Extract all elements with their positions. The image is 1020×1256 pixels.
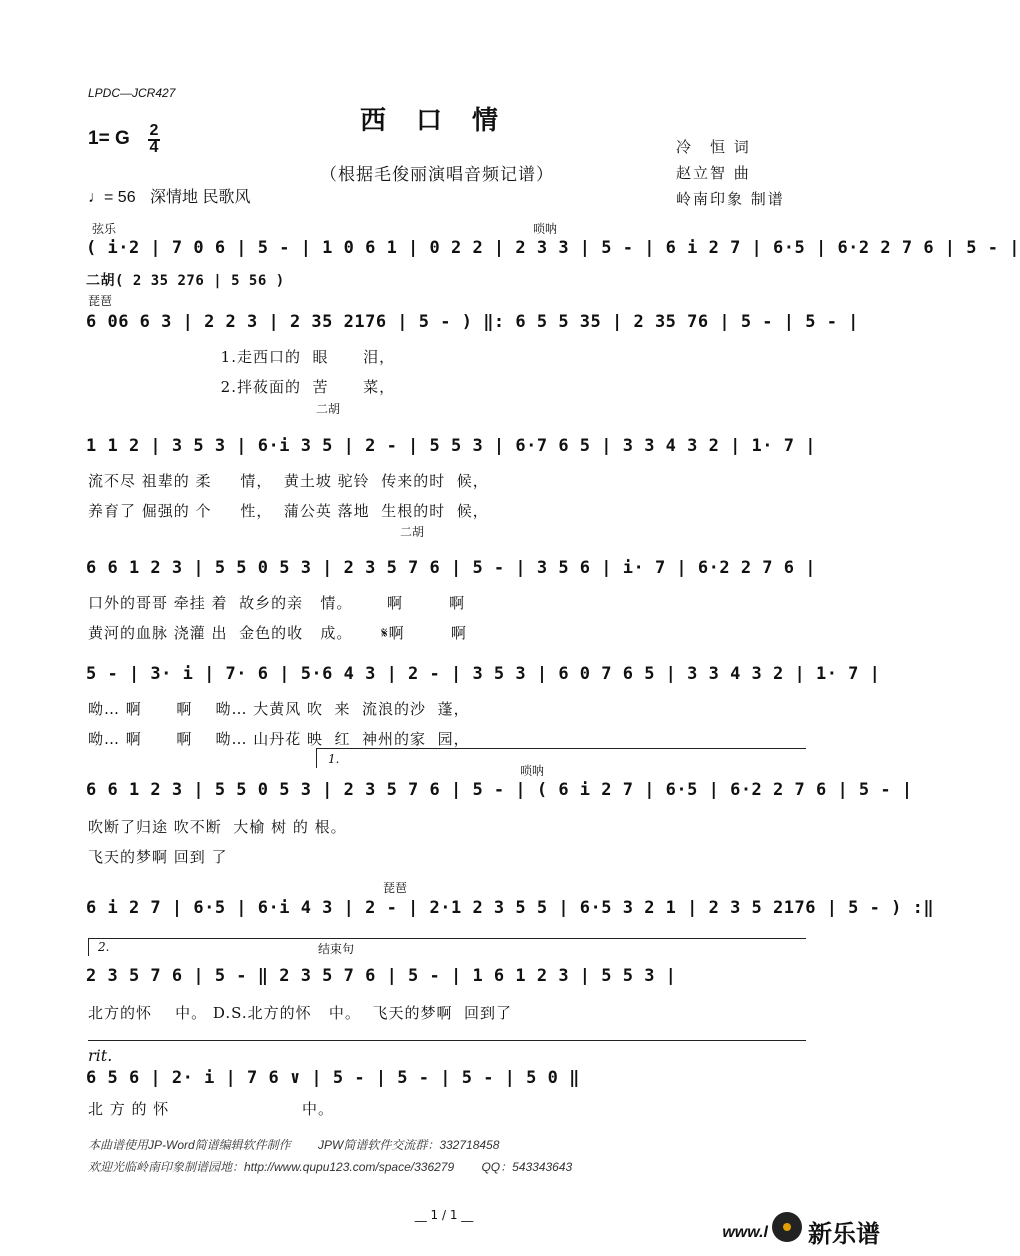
label-suona: 唢呐 xyxy=(533,222,558,236)
lyric-v2-c: 黄河的血脉 浇灌 出 金色的收 成。 𝄋啊 啊 xyxy=(88,624,467,642)
label-pipa: 琵琶 xyxy=(88,294,113,308)
lyric-v1-a: 1.走西口的 眼 泪， xyxy=(88,348,396,366)
ritardando: rit. xyxy=(88,1046,113,1065)
system-3: 1 1 2 | 3 5 3 | 6·i 3 5 | 2 - | 5 5 3 | 6·7 6 5 | 3 3 4 3 2 | 1· 7 | xyxy=(86,436,816,456)
lyric-v2-b: 养育了 倔强的 个 性， 蒲公英 落地 生根的时 候， xyxy=(88,502,489,520)
lyric-v1-b: 流不尽 祖辈的 柔 情， 黄土坡 驼铃 传来的时 候， xyxy=(88,472,489,490)
label-pipa-2: 琵琶 xyxy=(383,881,408,895)
volta-2-edge xyxy=(88,938,89,956)
footer-software: 本曲谱使用JP-Word简谱编辑软件制作 JPW简谱软件交流群：332718458 xyxy=(88,1138,500,1152)
system-2: 6 06 6 3 | 2 2 3 | 2 35 2176 | 5 - ) ‖: 6 5 5 35 | 2 35 76 | 5 - | 5 - | xyxy=(86,312,859,332)
coda-label: 结束句 xyxy=(318,942,355,956)
label-suona-2: 唢呐 xyxy=(520,764,545,778)
system-7: 6 i 2 7 | 6·5 | 6·i 4 3 | 2 - | 2·1 2 3 5 5 | 6·5 3 2 1 | 2 3 5 2176 | 5 - ) :‖ xyxy=(86,898,935,918)
lyric-v1-c: 口外的哥哥 牵挂 着 故乡的亲 情。 啊 啊 xyxy=(88,594,466,612)
time-signature xyxy=(148,124,160,155)
composer: 赵立智 曲 xyxy=(676,164,751,182)
label-erhu-2: 二胡 xyxy=(316,402,341,416)
lyric-v1-d: 呦… 啊 啊 呦… 大黄风 吹 来 流浪的沙 蓬， xyxy=(88,700,470,718)
lyric-v2-d: 呦… 啊 啊 呦… 山丹花 映 红 神州的家 园， xyxy=(88,730,470,748)
lyric-ending: 北方的怀 中。 D.S.北方的怀 中。 飞天的梦啊 回到了 xyxy=(88,1004,512,1022)
lyric-v2-e: 飞天的梦啊 回到 了 xyxy=(88,848,228,866)
volta-1: 1. xyxy=(328,752,340,766)
system-1-erhu: 二胡( 2 35 276 | 5 56 ) xyxy=(86,273,285,289)
system-9: 6 5 6 | 2· i | 7 6 ∨ | 5 - | 5 - | 5 - | 5 0 ‖ xyxy=(86,1068,580,1088)
page-number: __ 1 / 1 __ xyxy=(414,1208,474,1222)
arranger: 岭南印象 制谱 xyxy=(676,190,785,208)
system-8: 2 3 5 7 6 | 5 - ‖ 2 3 5 7 6 | 5 - | 1 6 1 2 3 | 5 5 3 | xyxy=(86,966,677,986)
lyric-v1-e: 吹断了归途 吹不断 大榆 树 的 根。 xyxy=(88,818,347,836)
label-strings: 弦乐 xyxy=(92,222,117,236)
watermark-site: www.l xyxy=(722,1224,768,1241)
tempo xyxy=(88,184,251,207)
footer-website: 欢迎光临岭南印象制谱园地：http://www.qupu123.com/space/336279 QQ：543343643 xyxy=(88,1160,573,1174)
score-code: LPDC—JCR427 xyxy=(88,86,176,100)
subtitle: （根据毛俊丽演唱音频记谱） xyxy=(320,165,554,185)
label-erhu-3: 二胡 xyxy=(400,525,425,539)
key-signature: 1= G xyxy=(88,128,130,149)
rit-bracket xyxy=(88,1040,806,1041)
volta-2-bracket xyxy=(88,938,806,939)
system-4: 6 6 1 2 3 | 5 5 0 5 3 | 2 3 5 7 6 | 5 - | 3 5 6 | i· 7 | 6·2 2 7 6 | xyxy=(86,558,816,578)
watermark-brand: 新乐谱 xyxy=(808,1220,880,1248)
song-title: 西口情 xyxy=(359,106,528,136)
system-5: 5 - | 3· i | 7· 6 | 5·6 4 3 | 2 - | 3 5 3 | 6 0 7 6 5 | 3 3 4 3 2 | 1· 7 | xyxy=(86,664,881,684)
lyricist: 冷 恒 词 xyxy=(676,138,751,156)
expression: 深情地 民歌风 xyxy=(150,189,251,206)
lyric-v2-a: 2.拌莜面的 苦 菜， xyxy=(88,378,396,396)
time-top: 2 xyxy=(149,122,159,139)
volta-2: 2. xyxy=(98,940,110,954)
tempo-mark: ♩= 56 xyxy=(88,189,136,206)
lyric-final: 北 方 的 怀 中。 xyxy=(88,1100,334,1118)
record-icon xyxy=(772,1212,802,1242)
volta-1-edge xyxy=(316,748,317,768)
system-1: ( i·2 | 7 0 6 | 5 - | 1 0 6 1 | 0 2 2 | 2 3 3 | 5 - | 6 i 2 7 | 6·5 | 6·2 2 7 6 | 5 - | xyxy=(86,238,1020,258)
time-bottom: 4 xyxy=(149,139,159,156)
system-6: 6 6 1 2 3 | 5 5 0 5 3 | 2 3 5 7 6 | 5 - | ( 6 i 2 7 | 6·5 | 6·2 2 7 6 | 5 - | xyxy=(86,780,913,800)
